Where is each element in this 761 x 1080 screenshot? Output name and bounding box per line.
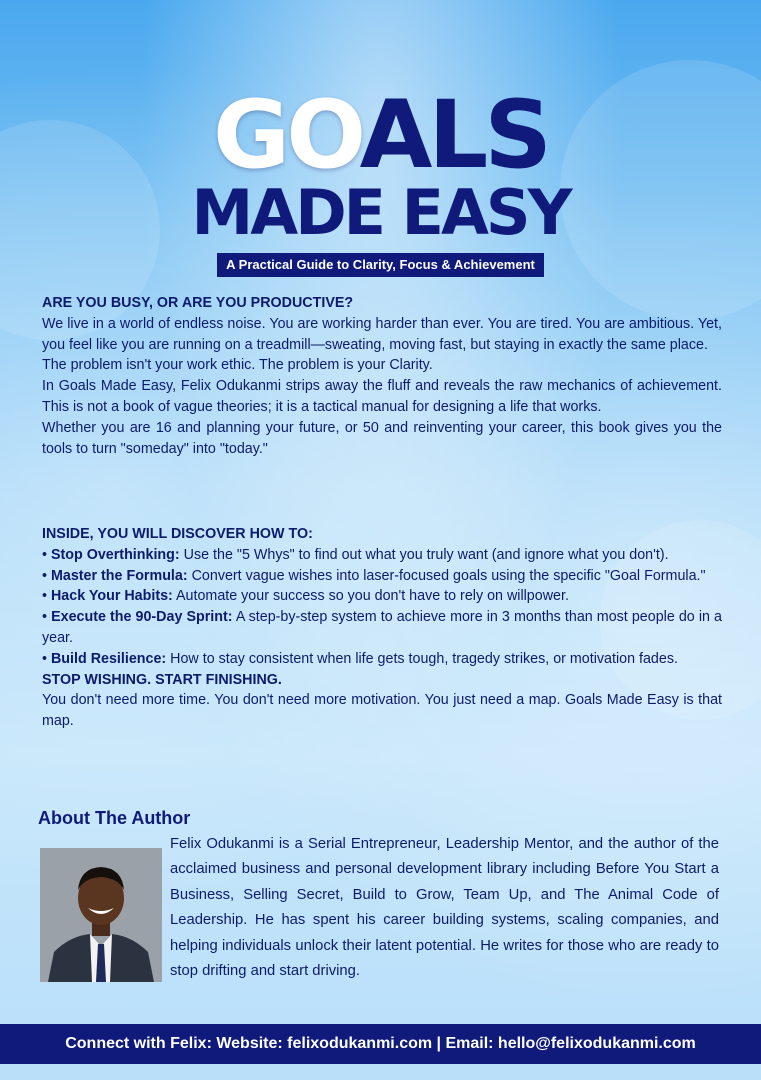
discover-item: • Stop Overthinking: Use the "5 Whys" to find out what you truly want (and ignore what you don't). <box>42 546 669 563</box>
title-als: ALS <box>359 81 548 190</box>
discover-section <box>42 524 722 732</box>
intro-heading: ARE YOU BUSY, OR ARE YOU PRODUCTIVE? <box>42 295 354 311</box>
about-author-heading: About The Author <box>38 808 191 828</box>
title-made-easy: MADE EASY <box>191 176 570 249</box>
author-portrait-icon <box>40 848 162 982</box>
footer-contact-bar: Connect with Felix: Website: felixodukanmi.com | Email: hello@felixodukanmi.com <box>0 1024 761 1064</box>
discover-item: • Master the Formula: Convert vague wishes into laser-focused goals using the specific "Goal Formula." <box>42 567 706 584</box>
discover-item: • Build Resilience: How to stay consistent when life gets tough, tragedy strikes, or motivation fades. <box>42 650 678 667</box>
title-goals <box>0 81 761 190</box>
discover-item-title: Execute the 90-Day Sprint: <box>51 609 233 626</box>
discover-item-title: Master the Formula: <box>50 567 188 584</box>
intro-section <box>42 293 722 459</box>
intro-paragraph: Whether you are 16 and planning your future, or 50 and reinventing your career, this book gives you the tools to turn "someday" into "today." <box>42 419 722 457</box>
discover-item-title: Hack Your Habits: <box>50 588 173 605</box>
subtitle-banner: A Practical Guide to Clarity, Focus & Achievement <box>217 253 544 277</box>
closing-text: You don't need more time. You don't need more motivation. You just need a map. Goals Made Easy is that map. <box>42 692 722 730</box>
discover-item: • Execute the 90-Day Sprint: A step-by-step system to achieve more in 3 months than most people do in a year. <box>42 609 722 646</box>
intro-paragraph: We live in a world of endless noise. You are working harder than ever. You are tired. You are ambitious. Yet, you feel like you are running on a treadmill—sweating, moving fast, but staying in exactly the same place. <box>42 315 722 353</box>
closing-heading: STOP WISHING. START FINISHING. <box>42 671 282 688</box>
discover-item: • Hack Your Habits: Automate your success so you don't have to rely on willpower. <box>42 588 569 605</box>
discover-item-text: How to stay consistent when life gets tough, tragedy strikes, or motivation fades. <box>166 650 678 667</box>
discover-item-text: A step-by-step system to achieve more in 3 months than most people do in a year. <box>42 609 722 646</box>
title-go: GO <box>213 81 360 190</box>
intro-paragraph: In Goals Made Easy, Felix Odukanmi strips away the fluff and reveals the raw mechanics of achievement. This is not a book of vague theories; it is a tactical manual for designing a life that works. <box>42 378 722 415</box>
discover-item-text: Automate your success so you don't have to rely on willpower. <box>172 588 569 605</box>
discover-item-text: Convert vague wishes into laser-focused goals using the specific "Goal Formula." <box>187 567 706 584</box>
intro-paragraph: The problem isn't your work ethic. The problem is your Clarity. <box>42 357 433 374</box>
discover-item-title: Build Resilience: <box>50 650 167 667</box>
discover-item-text: Use the "5 Whys" to find out what you truly want (and ignore what you don't). <box>179 546 669 563</box>
discover-heading: INSIDE, YOU WILL DISCOVER HOW TO: <box>42 526 313 542</box>
author-bio: Felix Odukanmi is a Serial Entrepreneur, Leadership Mentor, and the author of the acclaimed business and personal development library including Before You Start a Business, Selling Secret, Build to Grow, Team Up, and The Animal Code of Leadership. He has spent his career building systems, scaling companies, and helping individuals unlock their latent potential. He writes for those who are ready to stop drifting and start driving. <box>170 836 719 980</box>
discover-item-title: Stop Overthinking: <box>50 546 180 563</box>
author-photo <box>40 848 162 982</box>
